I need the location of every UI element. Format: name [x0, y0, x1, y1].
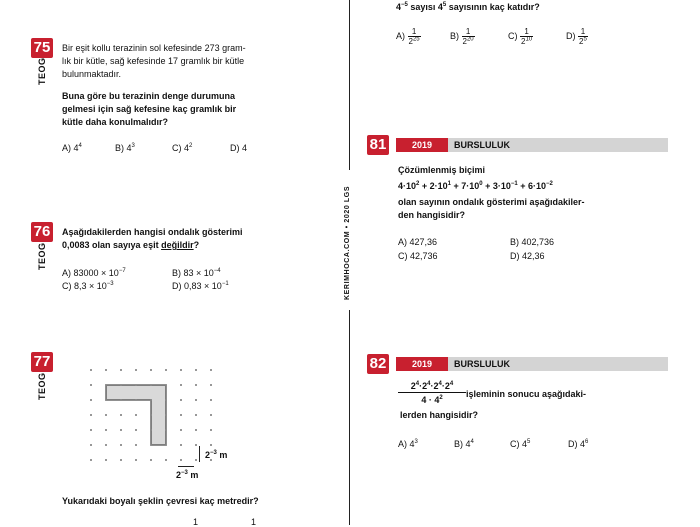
grid-dot: [90, 369, 92, 371]
grid-dot: [135, 414, 137, 416]
question-number-81: 81: [367, 135, 389, 155]
question-number-82: 82: [367, 354, 389, 374]
grid-dot: [210, 444, 212, 446]
q75-line1: Bir eşit kollu terazinin sol kefesinde 273 gram-: [62, 43, 246, 53]
grid-dot: [90, 444, 92, 446]
q81-option-b[interactable]: B) 402,736: [510, 237, 555, 247]
q82-year-badge: 2019: [396, 357, 448, 371]
q80-option-a[interactable]: A) $\frac{1}{2^{25}}$: [396, 27, 420, 46]
grid-dot: [210, 399, 212, 401]
grid-dot: [150, 399, 152, 401]
q76-option-b[interactable]: B) $83 \times 10^{-4}$: [172, 268, 221, 278]
grid-dot: [165, 384, 167, 386]
q81-year-badge: 2019: [396, 138, 448, 152]
grid-dot: [105, 369, 107, 371]
q82-denominator: $4 \cdot 4^2$: [421, 395, 443, 405]
grid-dot: [105, 429, 107, 431]
q80-question: $4^{-5}$ sayısı $4^5$ sayısının kaç katıdır?: [396, 2, 540, 12]
q75-option-d[interactable]: D) 4: [230, 143, 248, 153]
grid-dot: [195, 444, 197, 446]
q77-question: Yukarıdaki boyalı şeklin çevresi kaç metredir?: [62, 496, 259, 506]
grid-dot: [180, 384, 182, 386]
q82-question-line1: işleminin sonucu aşağıdaki-: [466, 389, 587, 399]
vertical-unit-label: $2^{-3}$ m: [205, 450, 228, 460]
vertical-unit-marker: [199, 446, 202, 462]
q75-line3: bulunmaktadır.: [62, 69, 122, 79]
side-label: KERIMHOCA.COM • 2020 LGS: [344, 185, 351, 300]
teog-tag-75: TEOG: [37, 57, 47, 85]
grid-dot: [90, 459, 92, 461]
q80-option-b[interactable]: B) $\frac{1}{2^{20}}$: [450, 27, 474, 46]
grid-dot: [195, 384, 197, 386]
grid-dot: [180, 369, 182, 371]
q82-option-d[interactable]: D) $4^6$: [568, 439, 589, 449]
teog-tag-76: TEOG: [37, 242, 47, 270]
grid-dot: [150, 444, 152, 446]
grid-dot: [105, 384, 107, 386]
q81-question-line1: olan sayının ondalık gösterimi aşağıdakiler-: [398, 197, 585, 207]
q81-question-line2: den hangisidir?: [398, 210, 466, 220]
q77-partial-option-1: 1: [193, 517, 199, 527]
q80-option-c[interactable]: C) $\frac{1}{2^{10}}$: [508, 27, 533, 46]
q75-option-c[interactable]: C) $4^2$: [172, 143, 193, 153]
grid-dot: [135, 399, 137, 401]
q82-option-b[interactable]: B) $4^4$: [454, 439, 474, 449]
grid-dot: [180, 459, 182, 461]
grid-dot: [180, 429, 182, 431]
grid-dot: [90, 429, 92, 431]
q81-source-label: BURSLULUK: [454, 140, 510, 150]
grid-dot: [90, 399, 92, 401]
q82-question-line2: lerden hangisidir?: [400, 410, 479, 420]
column-divider-top: [349, 0, 350, 170]
grid-dot: [120, 459, 122, 461]
grid-dot: [105, 414, 107, 416]
grid-dot: [165, 444, 167, 446]
grid-dot: [195, 369, 197, 371]
grid-dot: [105, 399, 107, 401]
grid-dot: [165, 429, 167, 431]
q81-expression: $4\cdot 10^2 + 2\cdot 10^1 + 7\cdot 10^0 + 3\cdot 10^{-1} + 6\cdot 10^{-2}$: [398, 181, 553, 191]
grid-dot: [105, 444, 107, 446]
q82-source-label: BURSLULUK: [454, 359, 510, 369]
q76-question-line1: Aşağıdakilerden hangisi ondalık gösterimi: [62, 227, 243, 237]
grid-dot: [165, 369, 167, 371]
q75-line2: lık bir kütle, sağ kefesinde 17 gramlık bir kütle: [62, 56, 245, 66]
q75-question: [62, 90, 236, 129]
grid-dot: [150, 414, 152, 416]
q80-option-d[interactable]: D) $\frac{1}{2^5}$: [566, 27, 587, 46]
grid-dot: [165, 414, 167, 416]
grid-dot: [90, 384, 92, 386]
q81-option-a[interactable]: A) 427,36: [398, 237, 438, 247]
q76-option-d[interactable]: D) $0,83 \times 10^{-1}$: [172, 281, 229, 291]
grid-dot: [210, 369, 212, 371]
grid-dot: [195, 459, 197, 461]
grid-dot: [180, 399, 182, 401]
q76-option-a[interactable]: A) $83000 \times 10^{-7}$: [62, 268, 126, 278]
grid-dot: [135, 369, 137, 371]
q82-fraction: [398, 381, 466, 405]
grid-dot: [165, 399, 167, 401]
q76-option-c[interactable]: C) $8,3 \times 10^{-3}$: [62, 281, 114, 291]
q82-option-a[interactable]: A) $4^3$: [398, 439, 418, 449]
grid-dot: [105, 459, 107, 461]
q81-question: [398, 196, 585, 222]
q77-partial-option-2: 1: [251, 517, 257, 527]
grid-dot: [150, 384, 152, 386]
grid-dot: [150, 459, 152, 461]
grid-dot: [210, 429, 212, 431]
horizontal-unit-marker: [178, 466, 194, 468]
q82-numerator: $2^4\cdot 2^4\cdot 2^4\cdot 2^4$: [398, 381, 466, 393]
q76-question: [62, 226, 243, 252]
grid-dot: [150, 369, 152, 371]
grid-dot: [180, 414, 182, 416]
grid-dot: [195, 399, 197, 401]
grid-dot: [210, 414, 212, 416]
q75-question-line3: kütle daha konulmalıdır?: [62, 117, 169, 127]
grid-dot: [150, 429, 152, 431]
q75-option-b[interactable]: B) $4^3$: [115, 143, 135, 153]
grid-dot: [135, 459, 137, 461]
column-divider-bottom: [349, 310, 350, 525]
q82-option-c[interactable]: C) $4^5$: [510, 439, 531, 449]
grid-dot: [120, 444, 122, 446]
grid-dot: [195, 414, 197, 416]
q75-question-line2: gelmesi için sağ kefesine kaç gramlık bir: [62, 104, 237, 114]
grid-dot: [180, 444, 182, 446]
q81-title: Çözümlenmiş biçimi: [398, 165, 486, 175]
grid-dot: [195, 429, 197, 431]
grid-dot: [90, 414, 92, 416]
teog-tag-77: TEOG: [37, 372, 47, 400]
grid-dot: [135, 429, 137, 431]
grid-dot: [120, 429, 122, 431]
q76-question-line2: 0,0083 olan sayıya eşit değildir?: [62, 240, 200, 250]
grid-dot: [210, 384, 212, 386]
grid-dot: [120, 414, 122, 416]
grid-dot: [120, 384, 122, 386]
q81-option-c[interactable]: C) 42,736: [398, 251, 438, 261]
question-number-76: 76: [31, 222, 53, 242]
grid-dot: [120, 369, 122, 371]
grid-dot: [135, 384, 137, 386]
q81-option-d[interactable]: D) 42,36: [510, 251, 545, 261]
q75-option-a[interactable]: A) $4^4$: [62, 143, 82, 153]
q75-question-line1: Buna göre bu terazinin denge durumuna: [62, 91, 236, 101]
question-number-75: 75: [31, 38, 53, 58]
horizontal-unit-label: $2^{-3}$ m: [176, 470, 199, 480]
q75-stem: [62, 42, 246, 81]
question-number-77: 77: [31, 352, 53, 372]
grid-dot: [165, 459, 167, 461]
grid-dot: [120, 399, 122, 401]
grid-dot: [135, 444, 137, 446]
